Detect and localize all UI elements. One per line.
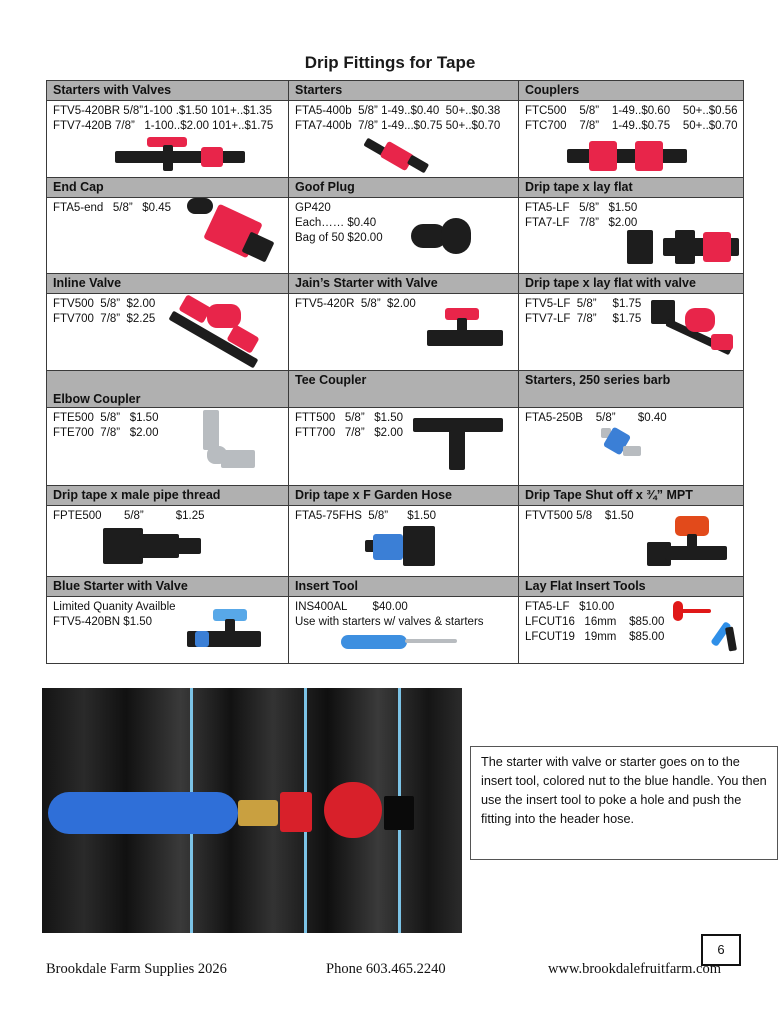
lay-flat-insert-tools-image: [673, 601, 745, 657]
black-fitting-shape: [384, 796, 414, 830]
product-line: FTV700 7/8” $2.25: [53, 313, 156, 325]
product-line: FTVT500 5/8 $1.50: [525, 510, 634, 522]
red-starter-image: [364, 137, 434, 173]
red-starter-with-valve-image: [115, 137, 245, 171]
product-line: FPTE500 5/8” $1.25: [53, 510, 205, 522]
black-tee-coupler-image: [413, 412, 503, 472]
cell-header: Jain’s Starter with Valve: [289, 274, 518, 293]
product-cell: [47, 81, 289, 101]
lay-flat-valve-image: [651, 294, 743, 360]
product-line: FTC700 7/8” 1-49..$0.75 50+..$0.70: [525, 120, 738, 132]
product-line: LFCUT16 16mm $85.00: [525, 616, 665, 628]
cell-header: Elbow Coupler: [47, 371, 288, 407]
product-line: FTE700 7/8” $2.00: [53, 427, 159, 439]
product-line: INS400AL $40.00: [295, 601, 408, 613]
footer-website: www.brookdalefruitfarm.com: [548, 961, 722, 977]
product-line: Use with starters w/ valves & starters: [295, 616, 484, 628]
footer-phone: Phone 603.465.2240: [326, 961, 446, 977]
red-nut-shape: [280, 792, 312, 832]
male-pipe-thread-adapter-image: [103, 524, 203, 568]
cell-header: Blue Starter with Valve: [47, 577, 288, 596]
orange-shutoff-valve-image: [647, 516, 729, 566]
product-cell: [519, 81, 744, 101]
product-line: FTA5-end 5/8” $0.45: [53, 202, 172, 214]
grey-elbow-coupler-image: [199, 410, 259, 476]
cell-header: Drip tape x F Garden Hose: [289, 486, 518, 505]
product-line: FTV7-420B 7/8” 1-100..$2.00 101+..$1.75: [53, 120, 274, 132]
lay-flat-fitting-image: [627, 230, 739, 264]
cell-header: Goof Plug: [289, 178, 518, 197]
red-coupler-image: [567, 141, 687, 171]
product-line: FTA7-LF 7/8” $2.00: [525, 217, 638, 229]
cell-header: Drip tape x lay flat: [519, 178, 743, 197]
red-end-cap-image: [183, 198, 283, 266]
product-line: FTV5-420R 5/8” $2.00: [295, 298, 416, 310]
product-line: FTV7-LF 7/8” $1.75: [525, 313, 642, 325]
cell-header: Inline Valve: [47, 274, 288, 293]
insert-tool-photo: [42, 688, 462, 933]
blue-insert-tool-image: [341, 633, 459, 651]
cell-header: Drip tape x lay flat with valve: [519, 274, 743, 293]
product-table: [46, 80, 744, 664]
red-valve-shape: [324, 782, 382, 838]
product-cell: [289, 81, 519, 101]
blue-handle-shape: [48, 792, 238, 834]
product-line: FTA5-250B 5/8” $0.40: [525, 412, 667, 424]
footer-company: Brookdale Farm Supplies 2026: [46, 961, 227, 977]
page-title: Drip Fittings for Tape: [304, 53, 476, 72]
brass-nut-shape: [238, 800, 278, 826]
product-line: FTT500 5/8” $1.50: [295, 412, 404, 424]
product-line: FTA5-75FHS 5/8” $1.50: [295, 510, 437, 522]
product-line: FTV5-LF 5/8” $1.75: [525, 298, 642, 310]
product-line: Limited Quanity Availble: [53, 601, 176, 613]
cell-header: Starters with Valves: [47, 81, 288, 100]
cell-header: Drip Tape Shut off x ¾” MPT: [519, 486, 743, 505]
product-line: FTV5-420BR 5/8”1-100 .$1.50 101+..$1.35: [53, 105, 272, 117]
cell-header: Tee Coupler: [289, 371, 518, 407]
cell-header: End Cap: [47, 178, 288, 197]
product-line: Each…… $0.40: [295, 217, 377, 229]
product-line: FTA5-LF 5/8” $1.50: [525, 202, 638, 214]
cell-header: Lay Flat Insert Tools: [519, 577, 743, 596]
product-line: FTV500 5/8” $2.00: [53, 298, 156, 310]
black-goof-plug-image: [411, 218, 473, 254]
cell-header: Starters, 250 series barb: [519, 371, 743, 407]
product-line: FTA5-400b 5/8” 1-49..$0.40 50+..$0.38: [295, 105, 501, 117]
cell-header: Insert Tool: [289, 577, 518, 596]
jain-starter-valve-image: [427, 308, 507, 352]
cell-header: Starters: [289, 81, 518, 100]
product-line: FTE500 5/8” $1.50: [53, 412, 159, 424]
product-line: FTT700 7/8” $2.00: [295, 427, 404, 439]
blue-barb-starter-image: [601, 426, 645, 462]
instruction-note: The starter with valve or starter goes on to the insert tool, colored nut to the blue handle. You then use the insert tool to poke a hole and push the fitting into the header hose.: [470, 746, 778, 860]
cell-header: Couplers: [519, 81, 743, 100]
blue-starter-valve-image: [187, 609, 263, 651]
product-line: LFCUT19 19mm $85.00: [525, 631, 665, 643]
product-line: FTA5-LF $10.00: [525, 601, 615, 613]
product-line: GP420: [295, 202, 331, 214]
red-inline-valve-image: [171, 294, 271, 360]
garden-hose-adapter-image: [365, 526, 437, 566]
page-number: 6: [701, 934, 741, 966]
product-line: FTC500 5/8” 1-49..$0.60 50+..$0.56: [525, 105, 738, 117]
product-line: FTV5-420BN $1.50: [53, 616, 153, 628]
cell-header: Drip tape x male pipe thread: [47, 486, 288, 505]
product-line: FTA7-400b 7/8” 1-49...$0.75 50+..$0.70: [295, 120, 501, 132]
product-line: Bag of 50 $20.00: [295, 232, 383, 244]
